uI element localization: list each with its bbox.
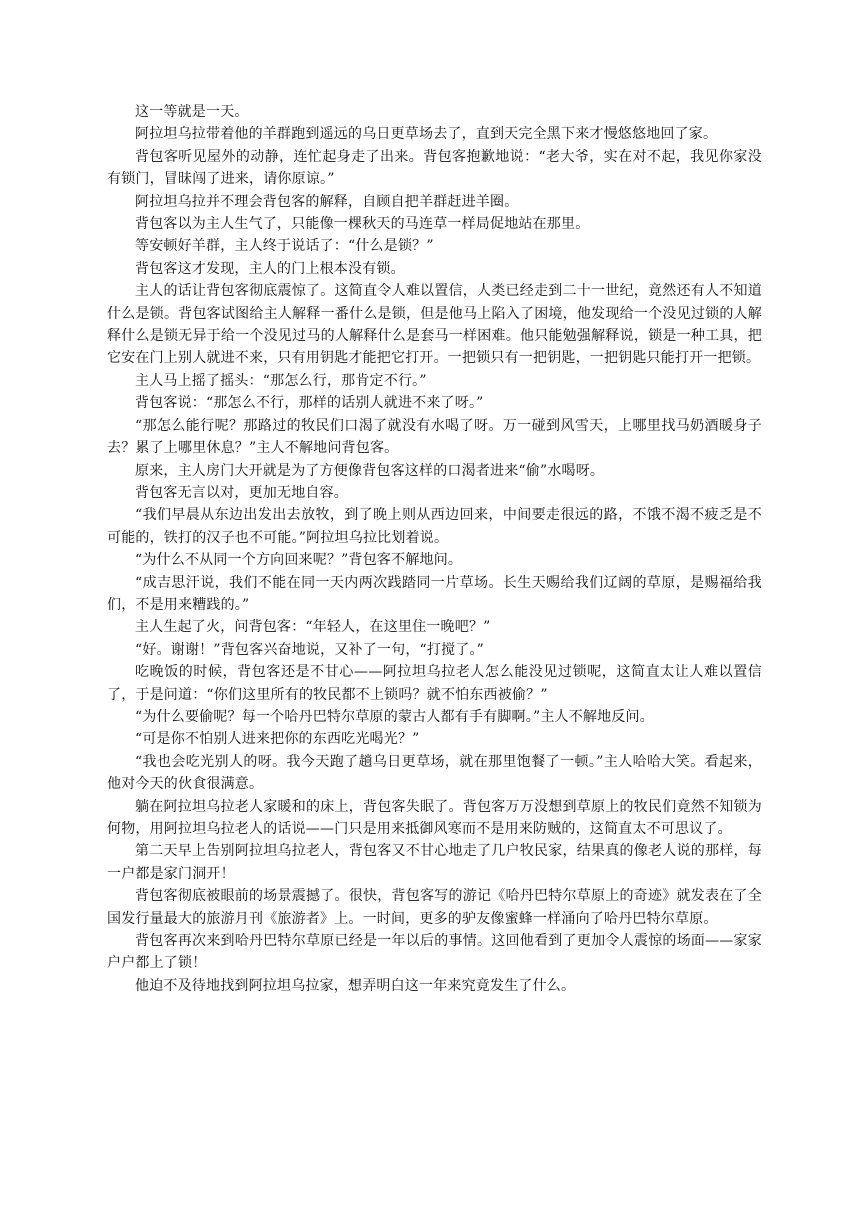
paragraph: 背包客彻底被眼前的场景震撼了。很快，背包客写的游记《哈丹巴特尔草原上的奇迹》就发表在了全国发行量最大的旅游月刊《旅游者》上。一时间，更多的驴友像蜜蜂一样涌向了哈丹巴特尔草原。 bbox=[107, 888, 762, 927]
paragraph: “那怎么能行呢？那路过的牧民们口渴了就没有水喝了呀。万一碰到风雪天，上哪里找马奶酒暖身子去？累了上哪里休息？”主人不解地问背包客。 bbox=[107, 417, 762, 457]
paragraph: “可是你不怕别人进来把你的东西吃光喝光？” bbox=[135, 731, 420, 748]
paragraph: 主人的话让背包客彻底震惊了。这简直令人难以置信，人类已经走到二十一世纪，竟然还有人不知道什么是锁。背包客试图给主人解释一番什么是锁，但是他马上陷入了困境，他发现给一个没见过锁的人解释什么是锁无异于给一个没见过马的人解释什么是套马一样困难。他只能勉强解释说，锁是一种工具，把它安在门上别人就进不来，只有用钥匙才能把它打开。一把锁只有一把钥匙，一把钥匙只能打开一把锁。 bbox=[107, 283, 762, 367]
paragraph: 背包客再次来到哈丹巴特尔草原已经是一年以后的事情。这回他看到了更加令人震惊的场面——家家户户都上了锁！ bbox=[107, 933, 762, 972]
document-page bbox=[107, 101, 762, 997]
paragraph: “成吉思汗说，我们不能在同一天内两次践踏同一片草场。长生天赐给我们辽阔的草原，是赐福给我们，不是用来糟践的。” bbox=[107, 574, 762, 613]
paragraph: “为什么不从同一个方向回来呢？”背包客不解地问。 bbox=[135, 552, 463, 569]
paragraph: “我也会吃光别人的呀。我今天跑了趟乌日更草场，就在那里饱餐了一顿。”主人哈哈大笑。看起来，他对今天的伙食很满意。 bbox=[107, 753, 762, 793]
paragraph: 等安顿好羊群，主人终于说话了：“什么是锁？” bbox=[135, 238, 434, 255]
paragraph: “我们早晨从东边出发出去放牧，到了晚上则从西边回来，中间要走很远的路，不饿不渴不疲乏是不可能的，铁打的汉子也不可能。”阿拉坦乌拉比划着说。 bbox=[107, 507, 762, 546]
paragraph: 背包客说：“那怎么不行，那样的话别人就进不来了呀。” bbox=[135, 395, 484, 412]
paragraph: 主人马上摇了摇头：“那怎么行，那肯定不行。” bbox=[135, 372, 427, 389]
paragraph: 背包客以为主人生气了，只能像一棵秋天的马连草一样局促地站在那里。 bbox=[135, 216, 590, 233]
paragraph: 躺在阿拉坦乌拉老人家暖和的床上，背包客失眠了。背包客万万没想到草原上的牧民们竟然不知锁为何物，用阿拉坦乌拉老人的话说——门只是用来抵御风寒而不是用来防贼的，这简直太不可思议了。 bbox=[107, 798, 762, 837]
paragraph: 原来，主人房门大开就是为了方便像背包客这样的口渴者进来“偷”水喝呀。 bbox=[135, 462, 605, 479]
paragraph: 背包客无言以对，更加无地自容。 bbox=[135, 484, 348, 501]
paragraph: 他迫不及待地找到阿拉坦乌拉家，想弄明白这一年来究竟发生了什么。 bbox=[135, 977, 576, 994]
paragraph: 第二天早上告别阿拉坦乌拉老人，背包客又不甘心地走了几户牧民家，结果真的像老人说的那样，每一户都是家门洞开！ bbox=[107, 843, 762, 882]
paragraph: “好。谢谢！”背包客兴奋地说，又补了一句，“打搅了。” bbox=[135, 641, 485, 658]
paragraph: 主人生起了火，问背包客：“年轻人，在这里住一晚吧？” bbox=[135, 619, 491, 636]
paragraph: 这一等就是一天。 bbox=[135, 104, 249, 120]
paragraph: 阿拉坦乌拉并不理会背包客的解释，自顾自把羊群赶进羊圈。 bbox=[135, 193, 519, 210]
paragraph: 背包客听见屋外的动静，连忙起身走了出来。背包客抱歉地说：“老大爷，实在对不起，我见你家没有锁门，冒昧闯了进来，请你原谅。” bbox=[107, 148, 762, 188]
paragraph: 阿拉坦乌拉带着他的羊群跑到遥远的乌日更草场去了，直到天完全黑下来才慢悠悠地回了家。 bbox=[135, 126, 718, 143]
paragraph: “为什么要偷呢？每一个哈丹巴特尔草原的蒙古人都有手有脚啊。”主人不解地反问。 bbox=[135, 708, 654, 725]
paragraph: 吃晚饭的时候，背包客还是不甘心——阿拉坦乌拉老人怎么能没见过锁呢，这简直太让人难以置信了，于是问道：“你们这里所有的牧民都不上锁吗？就不怕东西被偷？” bbox=[107, 664, 762, 703]
paragraph: 背包客这才发现，主人的门上根本没有锁。 bbox=[135, 260, 405, 277]
